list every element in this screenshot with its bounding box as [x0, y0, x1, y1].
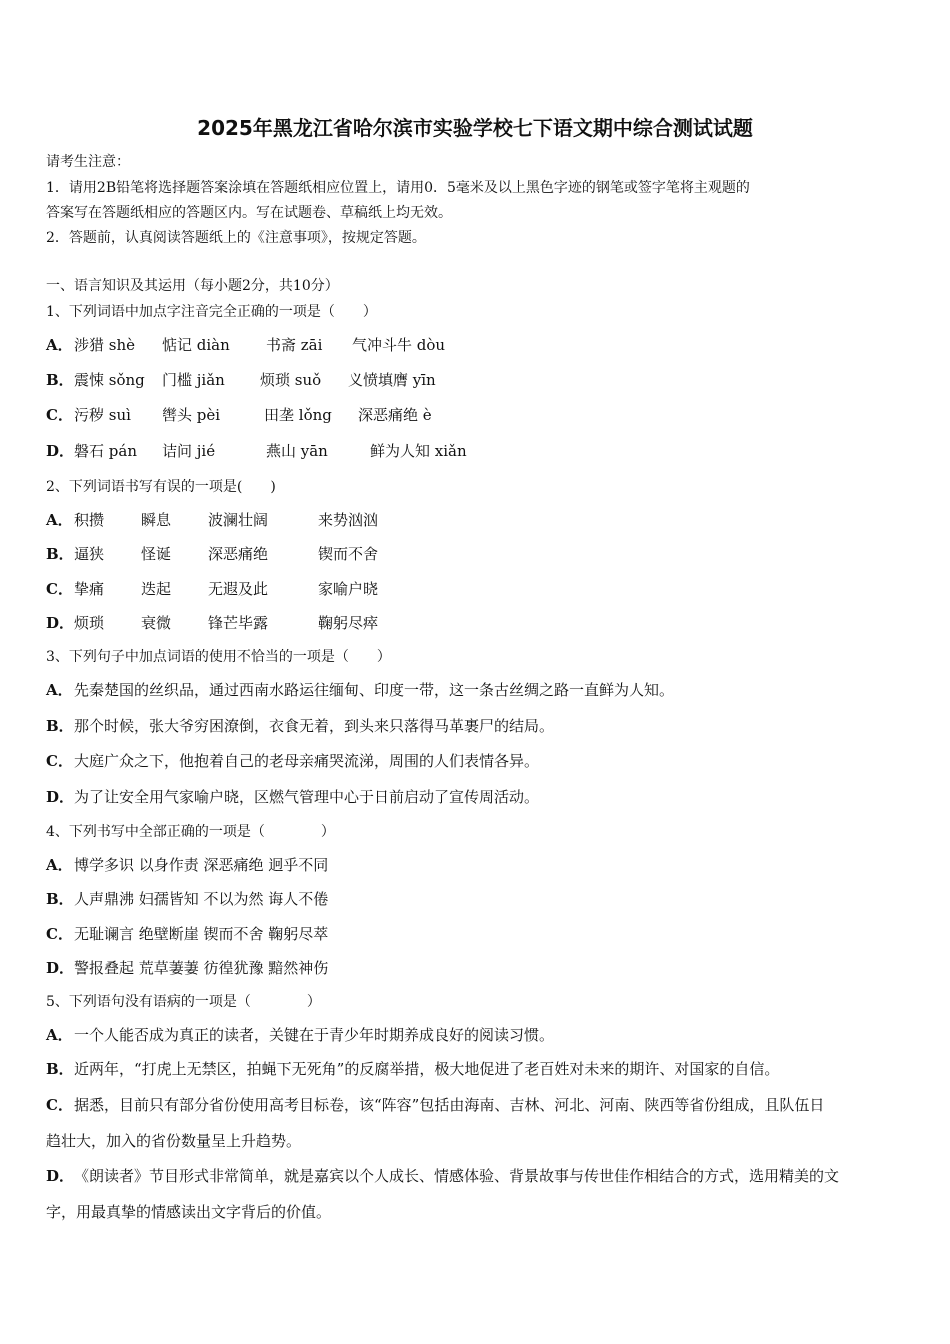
- option-cell: 义愤填膺 yīn: [348, 371, 436, 389]
- question-1-stem: 1、下列词语中加点字注音完全正确的一项是（ ）: [46, 304, 377, 320]
- question-5-option-c-continued: 趋壮大，加入的省份数量呈上升趋势。: [46, 1132, 302, 1150]
- option-label: D．: [46, 788, 75, 806]
- notice-item-2: 2．答题前，认真阅读答题纸上的《注意事项》，按规定答题。: [46, 230, 426, 246]
- question-5-option-d-continued: 字，用最真挚的情感读出文字背后的价值。: [46, 1203, 332, 1221]
- option-label: A．: [46, 336, 73, 354]
- option-cell: 深恶痛绝 è: [358, 406, 432, 424]
- option-label: C．: [46, 925, 73, 943]
- question-2-option-d: [46, 613, 378, 633]
- option-cell: 污秽 suì: [74, 406, 131, 424]
- question-4-option-c: [46, 924, 328, 944]
- option-label: A．: [46, 681, 73, 699]
- option-cell: 烦琐: [74, 614, 105, 632]
- question-3-option-a: [46, 680, 674, 700]
- question-5-option-c: [46, 1095, 824, 1115]
- question-4-stem: 4、下列书写中全部正确的一项是（ ）: [46, 824, 335, 840]
- option-cell: 气冲斗牛 dòu: [352, 336, 446, 354]
- option-label: D．: [46, 614, 75, 632]
- option-text: 一个人能否成为真正的读者，关键在于青少年时期养成良好的阅读习惯。: [74, 1026, 555, 1044]
- option-cell: 无遐及此: [208, 580, 269, 598]
- option-cell: 逼狭: [74, 545, 105, 563]
- option-cell: 家喻户晓: [318, 580, 379, 598]
- option-label: A．: [46, 1026, 73, 1044]
- option-text: 博学多识 以身作责 深恶痛绝 迥乎不同: [74, 856, 329, 874]
- notice-heading: 请考生注意：: [46, 154, 130, 170]
- option-cell: 燕山 yān: [266, 442, 328, 460]
- question-5-option-d: [46, 1166, 839, 1186]
- option-label: C．: [46, 406, 73, 424]
- option-cell: 磐石 pán: [74, 442, 137, 460]
- option-text: 警报叠起 荒草萋萋 彷徨犹豫 黯然神伤: [74, 959, 329, 977]
- option-cell: 锋芒毕露: [208, 614, 269, 632]
- option-cell: 积攒: [74, 511, 105, 529]
- option-label: C．: [46, 752, 73, 770]
- option-text: 人声鼎沸 妇孺皆知 不以为然 诲人不倦: [74, 890, 329, 908]
- question-3-option-c: [46, 751, 539, 771]
- option-cell: 门槛 jiǎn: [162, 371, 225, 389]
- option-cell: 田垄 lǒng: [264, 406, 332, 424]
- question-1-option-b: [46, 370, 436, 390]
- question-5-stem: 5、下列语句没有语病的一项是（ ）: [46, 994, 321, 1010]
- option-text: 近两年，“打虎上无禁区，拍蝇下无死角”的反腐举措，极大地促进了老百姓对未来的期许、对国家的自信。: [74, 1060, 780, 1078]
- option-text: 那个时候，张大爷穷困潦倒，衣食无着，到头来只落得马革裹尸的结局。: [74, 717, 555, 735]
- option-cell: 挚痛: [74, 580, 105, 598]
- page-title: 2025年黑龙江省哈尔滨市实验学校七下语文期中综合测试试题: [197, 116, 753, 140]
- option-cell: 鲜为人知 xiǎn: [370, 442, 467, 460]
- question-2-option-c: [46, 579, 378, 599]
- option-label: D．: [46, 959, 75, 977]
- question-4-option-a: [46, 855, 328, 875]
- option-cell: 涉猎 shè: [74, 336, 136, 354]
- option-cell: 辔头 pèi: [162, 406, 221, 424]
- notice-item-1-line-2: 答案写在答题纸相应的答题区内。写在试题卷、草稿纸上均无效。: [46, 205, 452, 221]
- option-label: B．: [46, 1060, 74, 1078]
- option-cell: 波澜壮阔: [208, 511, 269, 529]
- option-cell: 诘问 jié: [162, 442, 216, 460]
- option-cell: 鞠躬尽瘁: [318, 614, 379, 632]
- option-label: C．: [46, 580, 73, 598]
- question-1-option-d: [46, 441, 467, 461]
- option-cell: 怪诞: [141, 545, 172, 563]
- option-label: D．: [46, 442, 75, 460]
- option-label: A．: [46, 511, 73, 529]
- question-2-option-b: [46, 544, 378, 564]
- option-cell: 衰微: [141, 614, 172, 632]
- notice-item-1-line-1: 1．请用2B铅笔将选择题答案涂填在答题纸相应位置上，请用0．5毫米及以上黑色字迹的钢笔或签字笔将主观题的: [46, 180, 750, 196]
- question-3-stem: 3、下列句子中加点词语的使用不恰当的一项是（ ）: [46, 649, 391, 665]
- option-label: D．: [46, 1167, 75, 1185]
- question-4-option-b: [46, 889, 328, 909]
- question-3-option-d: [46, 787, 539, 807]
- option-text: 为了让安全用气家喻户晓，区燃气管理中心于日前启动了宣传周活动。: [74, 788, 540, 806]
- option-label: C．: [46, 1096, 73, 1114]
- option-text: 先秦楚国的丝织品，通过西南水路运往缅甸、印度一带，这一条古丝绸之路一直鲜为人知。: [74, 681, 675, 699]
- option-label: B．: [46, 545, 74, 563]
- option-cell: 瞬息: [141, 511, 172, 529]
- option-label: B．: [46, 717, 74, 735]
- option-text: 无耻谰言 绝壁断崖 锲而不舍 鞠躬尽萃: [74, 925, 329, 943]
- option-label: B．: [46, 890, 74, 908]
- option-cell: 烦琐 suǒ: [260, 371, 322, 389]
- option-cell: 迭起: [141, 580, 172, 598]
- option-cell: 书斋 zāi: [266, 336, 323, 354]
- option-text: 据悉，目前只有部分省份使用高考目标卷，该“阵容”包括由海南、吉林、河北、河南、陕西等省份组成，且队伍日: [74, 1096, 825, 1114]
- section-heading: 一、语言知识及其运用（每小题2分，共10分）: [46, 278, 339, 294]
- option-cell: 来势汹汹: [318, 511, 379, 529]
- question-1-option-a: [46, 335, 445, 355]
- option-text: 大庭广众之下，他抱着自己的老母亲痛哭流涕，周围的人们表情各异。: [74, 752, 540, 770]
- question-3-option-b: [46, 716, 554, 736]
- option-cell: 惦记 diàn: [162, 336, 230, 354]
- question-5-option-a: [46, 1025, 554, 1045]
- option-cell: 锲而不舍: [318, 545, 379, 563]
- question-2-option-a: [46, 510, 378, 530]
- question-2-stem: 2、下列词语书写有误的一项是( ): [46, 479, 276, 495]
- option-text: 《朗读者》节目形式非常简单，就是嘉宾以个人成长、情感体验、背景故事与传世佳作相结合的方式，选用精美的文: [74, 1167, 840, 1185]
- question-1-option-c: [46, 405, 432, 425]
- option-label: B．: [46, 371, 74, 389]
- option-cell: 深恶痛绝: [208, 545, 269, 563]
- option-label: A．: [46, 856, 73, 874]
- question-5-option-b: [46, 1059, 779, 1079]
- option-cell: 震悚 sǒng: [74, 371, 145, 389]
- question-4-option-d: [46, 958, 328, 978]
